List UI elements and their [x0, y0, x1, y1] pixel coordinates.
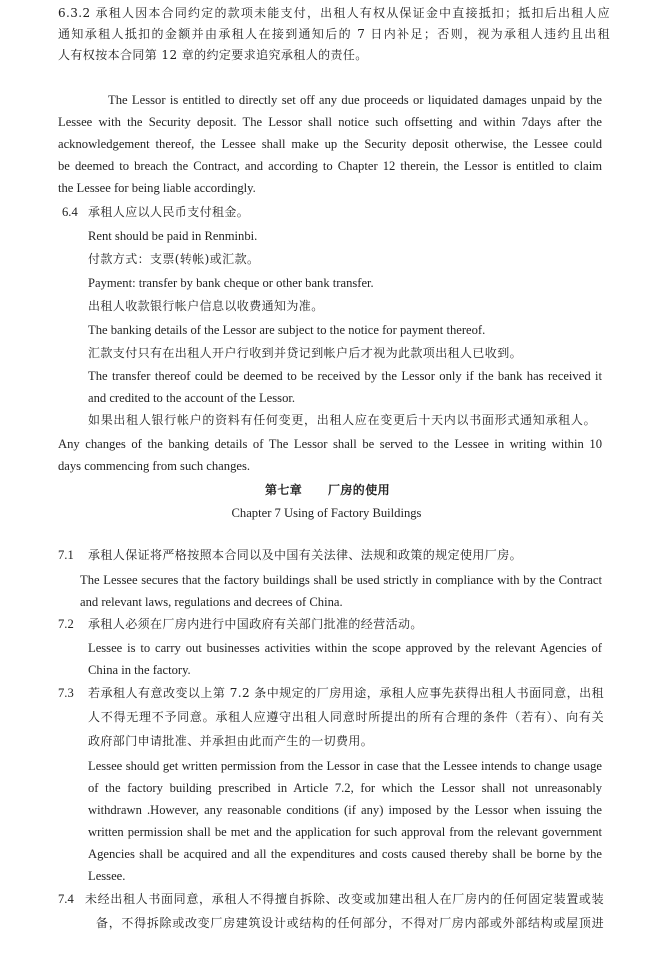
clause-7-2-en-line-1: Lessee is to carry out businesses activities within the scope approved by the relevant Agencies of: [88, 641, 602, 655]
clause-6-4-line-4: Payment: transfer by bank cheque or other bank transfer.: [88, 276, 374, 290]
clause-6-4-line-11: Any changes of the banking details of The Lessor shall be served to the Lessee in writing within 10: [58, 437, 602, 451]
clause-7-4-cn-line-2: 备，不得拆除或改变厂房建筑设计或结构的任何部分，不得对厂房内部或外部结构或屋顶进: [96, 916, 604, 930]
clause-7-4-number: 7.4: [58, 892, 74, 906]
clause-6-3-2-cn-line-1: 6.3.2 承租人因本合同约定的款项未能支付，出租人有权从保证金中直接抵扣；抵扣后出租人应: [58, 6, 610, 20]
clause-6-3-2-en-line-5: the Lessee for being liable accordingly.: [58, 181, 256, 195]
clause-7-3-en-line-2: of the factory building prescribed in Article 7.2, for which the Lessor shall not unreasonably: [88, 781, 602, 795]
clause-7-3-en-line-4: written permission shall be met and the application for such approval from the relevant government: [88, 825, 602, 839]
clause-7-3-cn-line-3: 政府部门申请批准、并承担由此而产生的一切费用。: [88, 734, 374, 748]
clause-6-4-line-3: 付款方式：支票(转帐)或汇款。: [88, 252, 260, 266]
chapter-7-cn-number: 第七章: [265, 483, 303, 497]
clause-7-3-cn-line-2: 人不得无理不予同意。承租人应遵守出租人同意时所提出的所有合理的条件（若有）、向有关: [88, 710, 604, 724]
clause-7-4-cn-line-1: 未经出租人书面同意，承租人不得擅自拆除、改变或加建出租人在厂房内的任何固定装置或装: [85, 892, 604, 906]
clause-6-4-line-2: Rent should be paid in Renminbi.: [88, 229, 258, 243]
clause-7-1-number: 7.1: [58, 548, 74, 562]
clause-7-3-en-line-1: Lessee should get written permission from the Lessor in case that the Lessee intends to change usage: [88, 759, 602, 773]
clause-7-3-en-line-5: Agencies shall be acquired and all the expenditures and costs caused thereby shall be borne by the: [88, 847, 602, 861]
clause-7-3-en-line-6: Lessee.: [88, 869, 126, 883]
clause-6-4-line-1: 承租人应以人民币支付租金。: [88, 205, 250, 219]
clause-7-2-cn: 承租人必须在厂房内进行中国政府有关部门批准的经营活动。: [88, 617, 423, 631]
clause-6-4-line-7: 汇款支付只有在出租人开户行收到并贷记到帐户后才视为此款项出租人已收到。: [88, 346, 523, 360]
clause-6-4-line-10: 如果出租人银行帐户的资料有任何变更，出租人应在变更后十天内以书面形式通知承租人。: [88, 413, 596, 427]
clause-6-4-line-8: The transfer thereof could be deemed to be received by the Lessor only if the bank has received it: [88, 369, 602, 383]
clause-6-3-2-en-line-1: The Lessor is entitled to directly set off any due proceeds or liquidated damages unpaid by the: [108, 93, 602, 107]
clause-7-3-number: 7.3: [58, 686, 74, 700]
clause-6-3-2-cn-line-3: 人有权按本合同第 12 章的约定要求追究承租人的责任。: [58, 48, 368, 62]
clause-6-4-line-5: 出租人收款银行帐户信息以收费通知为准。: [88, 299, 324, 313]
clause-7-2-number: 7.2: [58, 617, 74, 631]
clause-7-3-cn-line-1: 若承租人有意改变以上第 7.2 条中规定的厂房用途，承租人应事先获得出租人书面同意，出租: [88, 686, 604, 700]
clause-6-3-2-en-line-2: Lessee with the Security deposit. The Lessor shall notice such offsetting and within 7days after the: [58, 115, 602, 129]
chapter-7-en-title: Chapter 7 Using of Factory Buildings: [231, 506, 422, 520]
clause-6-4-number: 6.4: [62, 205, 78, 219]
clause-7-1-en-line-2: and relevant laws, regulations and decrees of China.: [80, 595, 343, 609]
clause-7-1-en-line-1: The Lessee secures that the factory buildings shall be used strictly in compliance with by the Contract: [80, 573, 602, 587]
chapter-7-cn-title: 厂房的使用: [328, 483, 391, 497]
clause-6-3-2-en-line-3: acknowledgement thereof, the Lessee shall make up the Security deposit otherwise, the Lessee could: [58, 137, 602, 151]
clause-7-1-cn: 承租人保证将严格按照本合同以及中国有关法律、法规和政策的规定使用厂房。: [88, 548, 523, 562]
clause-6-3-2-cn-line-2: 通知承租人抵扣的金额并由承租人在接到通知后的 7 日内补足；否则，视为承租人违约且出租: [58, 27, 610, 41]
clause-6-3-2-en-line-4: be deemed to breach the Contract, and according to Chapter 12 therein, the Lessor is entitled to claim: [58, 159, 602, 173]
clause-7-2-en-line-2: China in the factory.: [88, 663, 191, 677]
clause-6-4-line-12: days commencing from such changes.: [58, 459, 250, 473]
clause-6-4-line-9: and credited to the account of the Lessor.: [88, 391, 296, 405]
clause-7-3-en-line-3: withdrawn .However, any reasonable conditions (if any) imposed by the Lessor when issuing the: [88, 803, 602, 817]
clause-6-4-line-6: The banking details of the Lessor are subject to the notice for payment thereof.: [88, 323, 486, 337]
